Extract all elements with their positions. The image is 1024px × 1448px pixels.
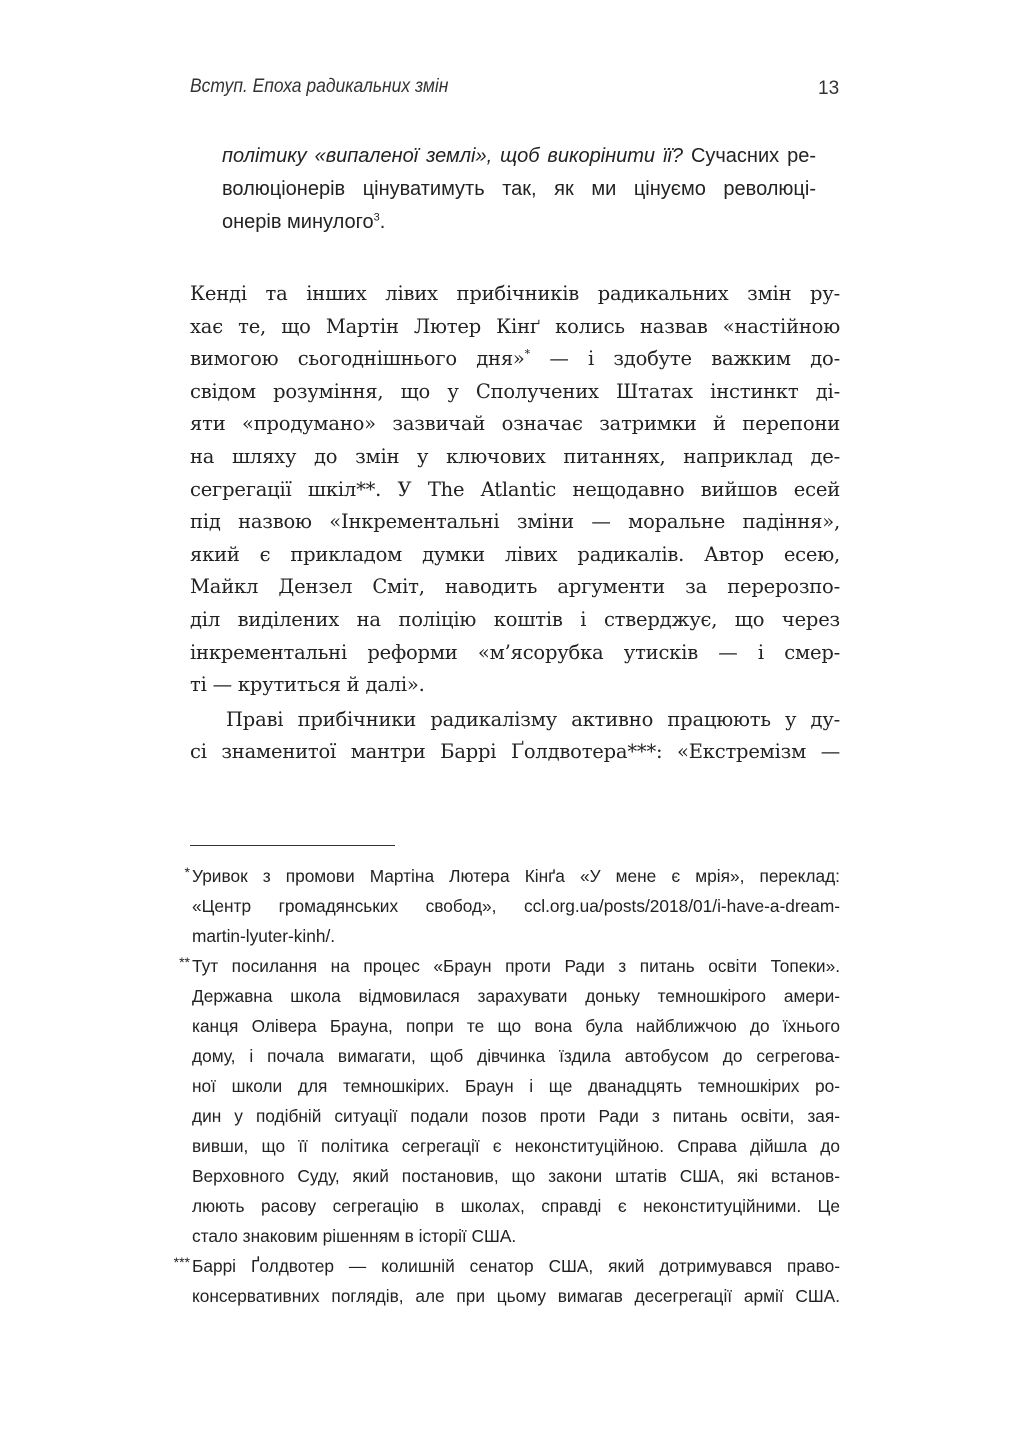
body-line: свідом розуміння, що у Сполучених Штатах інстинкт ді- (190, 379, 840, 403)
body-line: ті — крутиться й далі». (190, 673, 425, 697)
footnote (160, 861, 840, 951)
footnote-line: дому, і почала вимагати, щоб дівчинка їздила автобусом до сегрегова- (192, 1046, 840, 1066)
footnote-line: люють расову сегрегацію в школах, справді є неконституційними. Це (192, 1196, 840, 1216)
footnote-line: Державна школа відмовилася зарахувати доньку темношкірого амери- (192, 986, 840, 1006)
quote-line (222, 206, 816, 239)
quote-line: волюціонерів цінуватимуть так, як ми цінуємо революці- (222, 178, 816, 200)
footnote-mark: * (184, 864, 190, 880)
page-number: 13 (818, 78, 840, 99)
body-line: під назвою «Інкрементальні зміни — моральне падіння», (190, 510, 840, 534)
running-title: Вступ. Епоха радикальних змін (190, 76, 449, 97)
footnote-line: канця Олівера Брауна, попри те що вона була найближчою до їхнього (192, 1016, 840, 1036)
footnote-line: Баррі Ґолдвотер — колишній сенатор США, який дотримувався право- (192, 1256, 840, 1276)
quote-text: . (379, 211, 386, 233)
body-line: інкрементальні реформи «м’ясорубка утисків — і смер- (190, 640, 840, 664)
footnote-line: ної школи для темношкірих. Браун і ще дванадцять темношкірих ро- (192, 1076, 840, 1096)
footnote-line: дин у подібній ситуації подали позов проти Ради з питань освіти, зая- (192, 1106, 840, 1126)
body-text (190, 278, 840, 769)
footnote (160, 1251, 840, 1311)
quote-text: онерів минулого (222, 211, 374, 233)
quote-italic: політику «випаленої землі», щоб викорінити її? (222, 145, 683, 167)
footnote-line: Уривок з промови Мартіна Лютера Кінґа «У мене є мрія», переклад: (192, 866, 840, 886)
body-line: хає те, що Мартін Лютер Кінґ колись назвав «настійною (190, 314, 840, 338)
footnote-line: martin-lyuter-kinh/. (192, 926, 336, 946)
footnote-line: консервативних поглядів, але при цьому вимагав десегрегації армії США. (192, 1286, 840, 1306)
footnote-line: стало знаковим рішенням в історії США. (192, 1226, 517, 1246)
footnote (160, 951, 840, 1251)
quote-line (222, 140, 816, 173)
footnote-line: «Центр громадянських свобод», ccl.org.ua/posts/2018/01/i-have-a-dream- (192, 896, 840, 916)
body-line: Праві прибічники радикалізму активно працюють у ду- (226, 707, 840, 731)
block-quote (222, 140, 816, 239)
body-line: Кенді та інших лівих прибічників радикальних змін ру- (190, 282, 840, 305)
body-line: сегрегації шкіл**. У The Atlantic нещодавно вийшов есей (190, 477, 840, 501)
body-line: на шляху до змін у ключових питаннях, наприклад де- (190, 444, 840, 468)
quote-text: Сучасних ре- (683, 145, 816, 167)
body-line: сі знаменитої мантри Баррі Ґолдвотера***: «Екстремізм — (190, 740, 840, 764)
endnote-ref: 3 (373, 211, 380, 224)
body-line: який є прикладом думки лівих радикалів. Автор есею, (190, 542, 840, 566)
footnote-ref: * (524, 347, 530, 361)
body-text-span: — і здобуте важким до- (529, 347, 840, 371)
footnote-mark: *** (173, 1254, 190, 1270)
body-line: яти «продумано» зазвичай означає затримки й перепони (190, 412, 840, 436)
footnote-divider (190, 845, 395, 846)
body-line (190, 343, 840, 376)
footnotes (160, 861, 840, 1311)
body-text-span: вимогою сьогоднішнього дня» (190, 347, 525, 371)
body-line: діл виділених на поліцію коштів і стверджує, що через (190, 607, 840, 631)
footnote-line: вивши, що її політика сегрегації є неконституційною. Справа дійшла до (192, 1136, 840, 1156)
footnote-line: Тут посилання на процес «Браун проти Ради з питань освіти Топеки». (192, 956, 840, 976)
body-line: Майкл Дензел Сміт, наводить аргументи за перерозпо- (190, 575, 840, 599)
footnote-mark: ** (179, 954, 190, 970)
footnote-line: Верховного Суду, який постановив, що закони штатів США, які встанов- (192, 1166, 840, 1186)
